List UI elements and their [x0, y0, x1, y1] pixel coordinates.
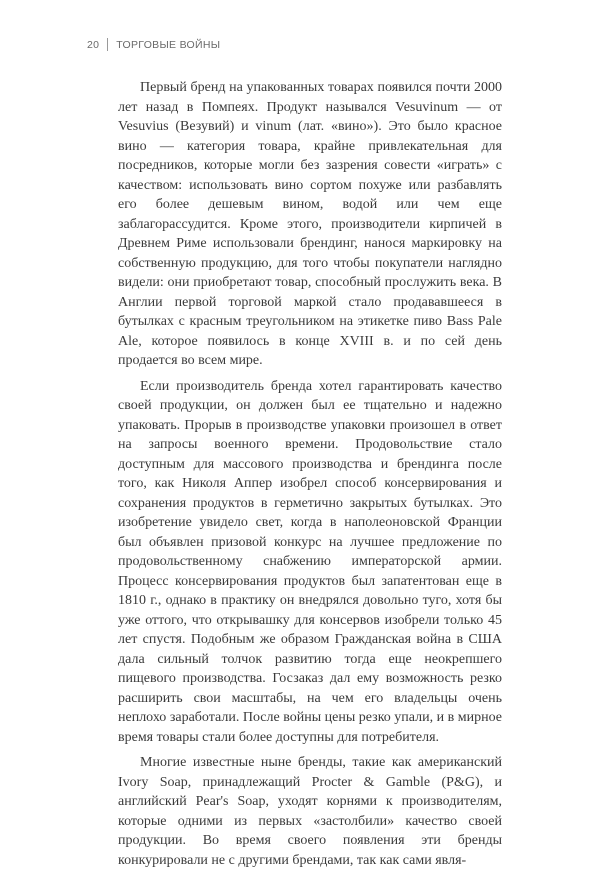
header-divider	[107, 38, 108, 51]
running-title: ТОРГОВЫЕ ВОЙНЫ	[116, 38, 221, 51]
body-text	[118, 78, 502, 870]
paragraph-1: Первый бренд на упакованных товарах появился почти 2000 лет назад в Помпеях. Продукт назывался Vesuvinum — от Vesuvius (Везувий) и vinum (лат. «вино»). Это было красное вино — категория товара, крайне привлекательная для посредников, которые могли без зазрения совести «играть» с качеством: использовать вино сортом похуже или разбавлять его более дешевым вином, водой или чем еще заблагорассудится. Кроме этого, производители кирпичей в Древнем Риме использовали брендинг, нанося маркировку на собственную продукцию, для того чтобы покупатели наглядно видели: они приобретают товар, способный прослужить века. В Англии первой торговой маркой стало продававшееся в бутылках с красным треугольником на этикетке пиво Bass Pale Ale, которое появилось в конце XVIII в. и по сей день продается во всем мире.	[118, 80, 502, 368]
page-number: 20	[87, 38, 100, 51]
paragraph-2: Если производитель бренда хотел гарантировать качество своей продукции, он должен был ее тщательно и надежно упаковать. Прорыв в производстве упаковки произошел в ответ на запросы военного времени. Продовольствие стало доступным для массового производства и брендинга после того, как Николя Аппер изобрел способ консервирования и сохранения продуктов в герметично закрытых бутылках. Это изобретение увидело свет, когда в наполеоновской Франции был объявлен призовой конкурс на лучшее предложение по продовольственному снабжению императорской армии. Процесс консервирования продуктов был запатентован еще в 1810 г., однако в практику он внедрялся довольно туго, хотя бы уже оттого, что открывашку для консервов изобрели только 45 лет спустя. Подобным же образом Гражданская война в США дала сильный толчок развитию тогда еще неокрепшего пищевого производства. Госзаказ дал ему возможность резко расширить свои масштабы, на чем его владельцы очень неплохо заработали. После войны цены резко упали, и в мирное время товары стали более доступны для потребителя.	[118, 378, 502, 745]
paragraph-3: Многие известные ныне бренды, такие как американский Ivory Soap, принадлежащий Procter & Gamble (P&G), и английский Pear's Soap, уходят корнями к производителям, которые одними из первых «застолбили» качество своей продукции. Во время своего появления эти бренды конкурировали не с другими брендами, так как сами явля-	[118, 755, 502, 868]
running-header	[87, 38, 220, 51]
